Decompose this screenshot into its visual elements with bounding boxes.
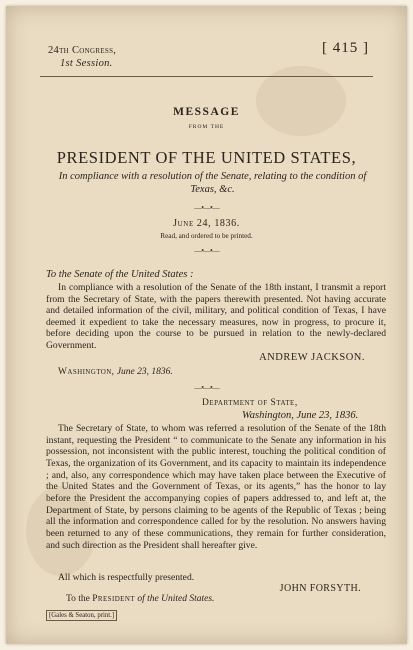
ornament-divider: —•—•— <box>194 383 219 392</box>
document-number: [ 415 ] <box>322 40 369 56</box>
signature-forsyth: JOHN FORSYTH. <box>279 583 361 594</box>
date: June 23, 1836. <box>116 367 173 377</box>
department-heading: Department of State, <box>202 398 298 408</box>
addressee-line <box>66 594 214 604</box>
title-subtitle: In compliance with a resolution of the Senate, relating to the condition of Texas, &c. <box>58 171 367 195</box>
ornament-divider: —•—•— <box>194 203 219 212</box>
congress-number: 24th Congress, <box>48 45 117 56</box>
message-body: In compliance with a resolution of the Senate of the 18th instant, I transmit a report from the Secretary of State, with the papers therewith presented. Not having accurate and detailed information of the civil, military, and political condition of Texas, I have deemed it expedient to take the necessary measures, now in progress, to procure it, before deciding upon the course to be pursued in relation to the newly-declared Government. <box>46 282 386 351</box>
message-date: June 24, 1836. <box>173 218 240 229</box>
title-from-the: FROM THE <box>188 124 225 130</box>
signature-jackson: ANDREW JACKSON. <box>259 352 365 363</box>
session-label: 1st Session. <box>60 58 113 69</box>
place: Washington, <box>58 367 115 377</box>
addressee-prefix: To the <box>66 594 90 604</box>
header-rule <box>40 76 373 77</box>
salutation: To the Senate of the United States : <box>46 269 194 280</box>
title-president: PRESIDENT OF THE UNITED STATES, <box>56 148 357 167</box>
addressee-title: President <box>92 594 135 604</box>
printer-imprint: [Gales & Seaton, print.] <box>46 610 117 621</box>
department-place-date: Washington, June 23, 1836. <box>242 410 359 421</box>
document-page <box>6 6 407 644</box>
title-message: MESSAGE <box>173 106 240 118</box>
addressee-suffix: of the United States. <box>137 594 215 604</box>
congress-label <box>48 44 116 70</box>
message-place-date <box>58 367 173 377</box>
closing-line: All which is respectfully presented. <box>58 572 195 583</box>
ornament-divider: —•—•— <box>194 246 219 255</box>
read-note: Read, and ordered to be printed. <box>160 232 253 240</box>
report-body: The Secretary of State, to whom was referred a resolution of the Senate of the 18th instant, requesting the President “ to communicate to the Senate any information in his possession, not inconsistent with the public interest, touching the political condition of Texas, the organization of its Government, and its capacity to maintain its independence ; and, also, any correspondence which may have taken place between the Executive of the United States and the Government of Texas, or its agents,” has the honor to lay before the President the accompanying copies of papers addressed to, and left at, the Department of State, by persons claiming to be agents of the Republic of Texas ; being all the information and correspondence called for by the resolution. No answers having been returned to any of these communications, they remain for further consideration, and such direction as the President shall hereafter give. <box>46 423 386 551</box>
